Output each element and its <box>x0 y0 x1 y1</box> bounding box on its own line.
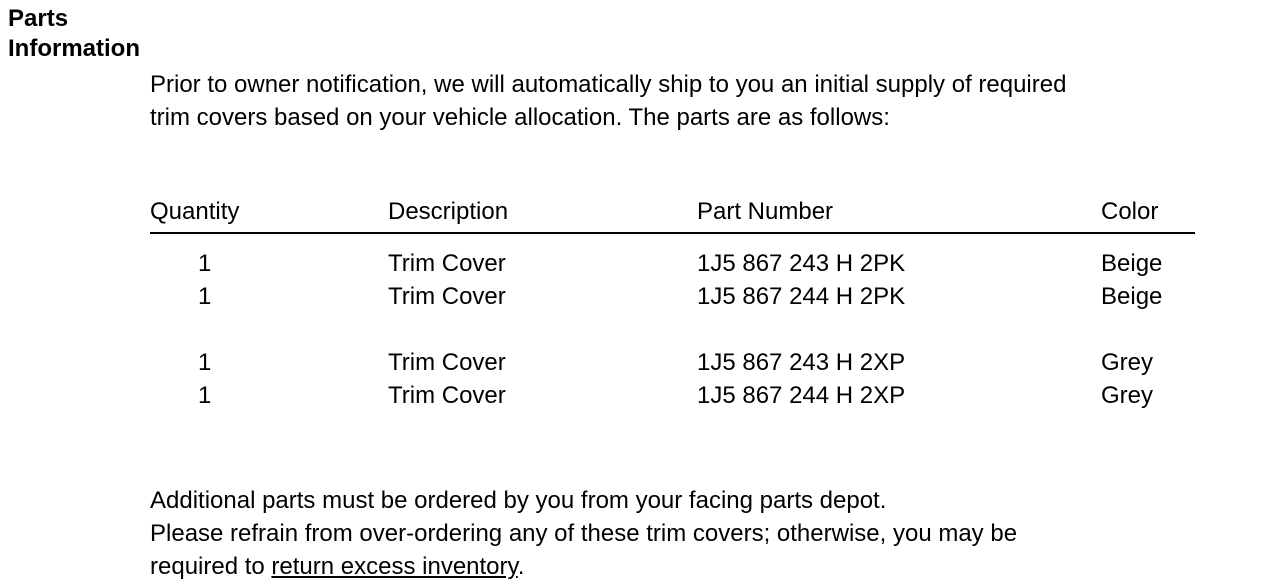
table-row <box>150 283 1195 316</box>
footer-line-3-suffix: . <box>517 553 525 580</box>
footer-line-2: Please refrain from over-ordering any of these trim covers; otherwise, you may be <box>150 520 1018 547</box>
cell-quantity: 1 <box>198 250 212 277</box>
heading-line-parts: Parts <box>8 5 69 32</box>
cell-description: Trim Cover <box>388 250 506 277</box>
table-row <box>150 382 1195 415</box>
footer-line-3 <box>150 550 1275 583</box>
intro-line-2: trim covers based on your vehicle allocation. The parts are as follows: <box>150 104 890 131</box>
intro-paragraph <box>150 68 1275 134</box>
table-spacer-row <box>150 316 1195 349</box>
table-row <box>150 233 1195 283</box>
header-part-number: Part Number <box>697 198 1101 233</box>
cell-color: Grey <box>1101 382 1154 409</box>
cell-description: Trim Cover <box>388 349 506 376</box>
footer-line-3-prefix: required to <box>150 553 272 580</box>
intro-line-1: Prior to owner notification, we will automatically ship to you an initial supply of required <box>150 71 1067 98</box>
parts-table <box>150 198 1195 415</box>
cell-quantity: 1 <box>198 349 212 376</box>
cell-color: Beige <box>1101 250 1163 277</box>
section-heading <box>8 4 140 64</box>
cell-part-number: 1J5 867 243 H 2XP <box>697 349 906 376</box>
header-color: Color <box>1101 198 1195 233</box>
header-quantity: Quantity <box>150 198 388 233</box>
cell-color: Grey <box>1101 349 1154 376</box>
cell-part-number: 1J5 867 244 H 2XP <box>697 382 906 409</box>
cell-description: Trim Cover <box>388 382 506 409</box>
cell-quantity: 1 <box>198 382 212 409</box>
cell-description: Trim Cover <box>388 283 506 310</box>
footer-paragraph <box>150 484 1275 583</box>
cell-color: Beige <box>1101 283 1163 310</box>
heading-line-information: Information <box>8 35 140 62</box>
return-excess-inventory-link[interactable]: return excess inventory <box>271 553 518 580</box>
header-description: Description <box>388 198 697 233</box>
cell-part-number: 1J5 867 243 H 2PK <box>697 250 906 277</box>
footer-line-1: Additional parts must be ordered by you from your facing parts depot. <box>150 487 887 514</box>
cell-part-number: 1J5 867 244 H 2PK <box>697 283 906 310</box>
table-row <box>150 349 1195 382</box>
table-header-row <box>150 198 1195 233</box>
cell-quantity: 1 <box>198 283 212 310</box>
